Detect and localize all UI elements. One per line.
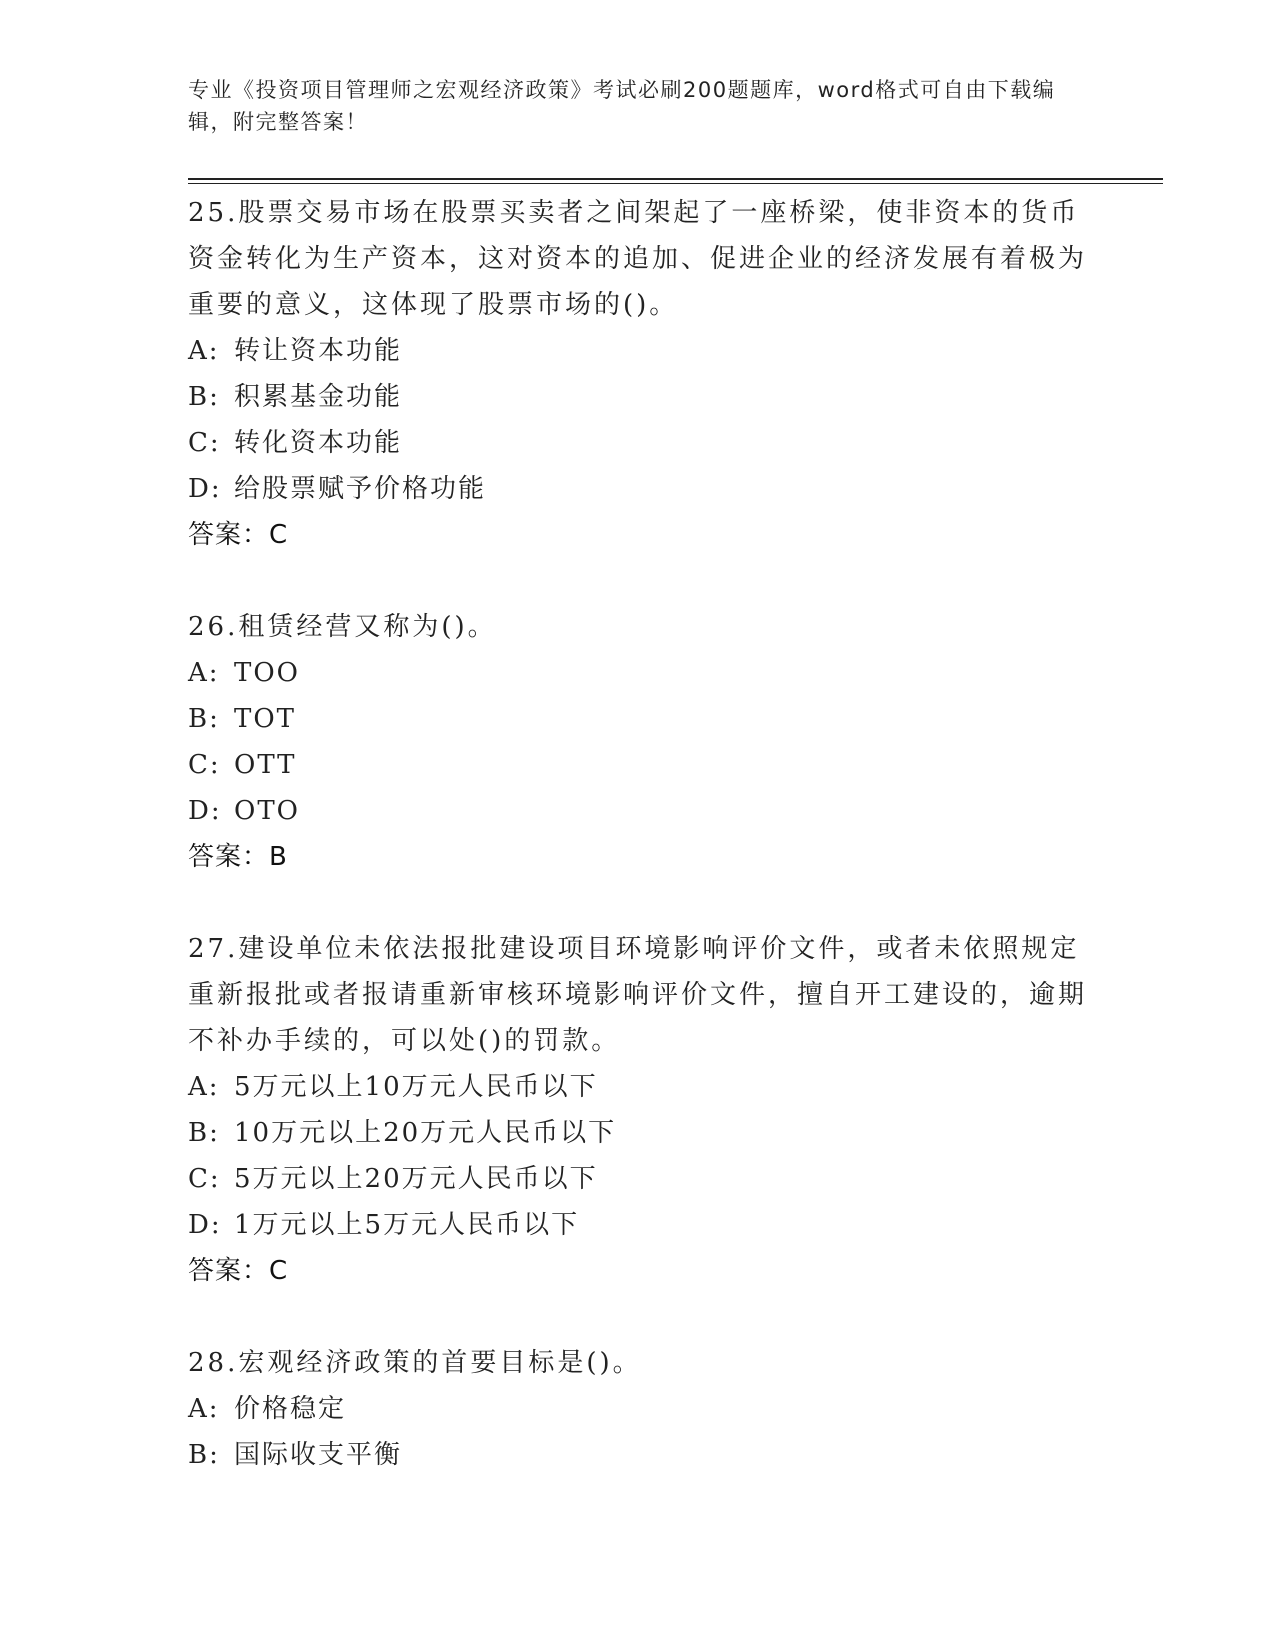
option-b bbox=[188, 696, 1088, 742]
option-key: D: bbox=[188, 474, 222, 504]
spacer bbox=[188, 1294, 1088, 1340]
option-text: 积累基金功能 bbox=[234, 382, 403, 412]
option-c bbox=[188, 1156, 1088, 1202]
option-c bbox=[188, 742, 1088, 788]
option-key: B: bbox=[188, 382, 220, 412]
answer-line: 答案：C bbox=[188, 520, 289, 550]
header-rule-thick bbox=[188, 178, 1163, 180]
option-key: B: bbox=[188, 1440, 220, 1470]
option-text: 转化资本功能 bbox=[234, 428, 403, 458]
option-key: A: bbox=[188, 336, 220, 366]
option-d bbox=[188, 466, 1088, 512]
question-block bbox=[188, 1340, 1088, 1478]
question-list bbox=[188, 190, 1088, 1478]
option-key: B: bbox=[188, 704, 220, 734]
option-key: A: bbox=[188, 658, 220, 688]
option-a bbox=[188, 328, 1088, 374]
option-text: 转让资本功能 bbox=[234, 336, 403, 366]
question-block bbox=[188, 926, 1088, 1294]
document-header: 专业《投资项目管理师之宏观经济政策》考试必刷200题题库，word格式可自由下载编辑，附完整答案！ bbox=[188, 78, 1056, 134]
question-text: 25.股票交易市场在股票买卖者之间架起了一座桥梁，使非资本的货币资金转化为生产资本，这对资本的追加、促进企业的经济发展有着极为重要的意义，这体现了股票市场的()。 bbox=[188, 198, 1088, 320]
option-text: 5万元以上20万元人民币以下 bbox=[234, 1164, 598, 1194]
option-text: 1万元以上5万元人民币以下 bbox=[234, 1210, 580, 1240]
question-block bbox=[188, 604, 1088, 880]
option-key: D: bbox=[188, 796, 222, 826]
answer-line: 答案：C bbox=[188, 1256, 289, 1286]
option-text: 10万元以上20万元人民币以下 bbox=[234, 1118, 617, 1148]
option-a bbox=[188, 1064, 1088, 1110]
option-key: C: bbox=[188, 750, 221, 780]
option-text: 国际收支平衡 bbox=[234, 1440, 403, 1470]
option-b bbox=[188, 1432, 1088, 1478]
option-key: A: bbox=[188, 1394, 220, 1424]
option-b bbox=[188, 374, 1088, 420]
option-key: B: bbox=[188, 1118, 220, 1148]
option-text: OTO bbox=[234, 796, 300, 826]
option-key: D: bbox=[188, 1210, 222, 1240]
option-a bbox=[188, 650, 1088, 696]
option-d bbox=[188, 1202, 1088, 1248]
option-c bbox=[188, 420, 1088, 466]
question-text: 26.租赁经营又称为()。 bbox=[188, 612, 497, 642]
option-text: OTT bbox=[234, 750, 297, 780]
option-text: TOT bbox=[234, 704, 296, 734]
option-text: 给股票赋予价格功能 bbox=[234, 474, 487, 504]
option-a bbox=[188, 1386, 1088, 1432]
question-text: 28.宏观经济政策的首要目标是()。 bbox=[188, 1348, 642, 1378]
answer-line: 答案：B bbox=[188, 842, 288, 872]
option-key: C: bbox=[188, 428, 221, 458]
option-key: A: bbox=[188, 1072, 220, 1102]
question-text: 27.建设单位未依法报批建设项目环境影响评价文件，或者未依照规定重新报批或者报请重新审核环境影响评价文件，擅自开工建设的，逾期不补办手续的，可以处()的罚款。 bbox=[188, 934, 1088, 1056]
question-block bbox=[188, 190, 1088, 558]
spacer bbox=[188, 558, 1088, 604]
option-text: TOO bbox=[234, 658, 300, 688]
option-key: C: bbox=[188, 1164, 221, 1194]
spacer bbox=[188, 880, 1088, 926]
option-text: 5万元以上10万元人民币以下 bbox=[234, 1072, 598, 1102]
option-text: 价格稳定 bbox=[234, 1394, 347, 1424]
option-b bbox=[188, 1110, 1088, 1156]
option-d bbox=[188, 788, 1088, 834]
header-rule-thin bbox=[188, 183, 1163, 184]
